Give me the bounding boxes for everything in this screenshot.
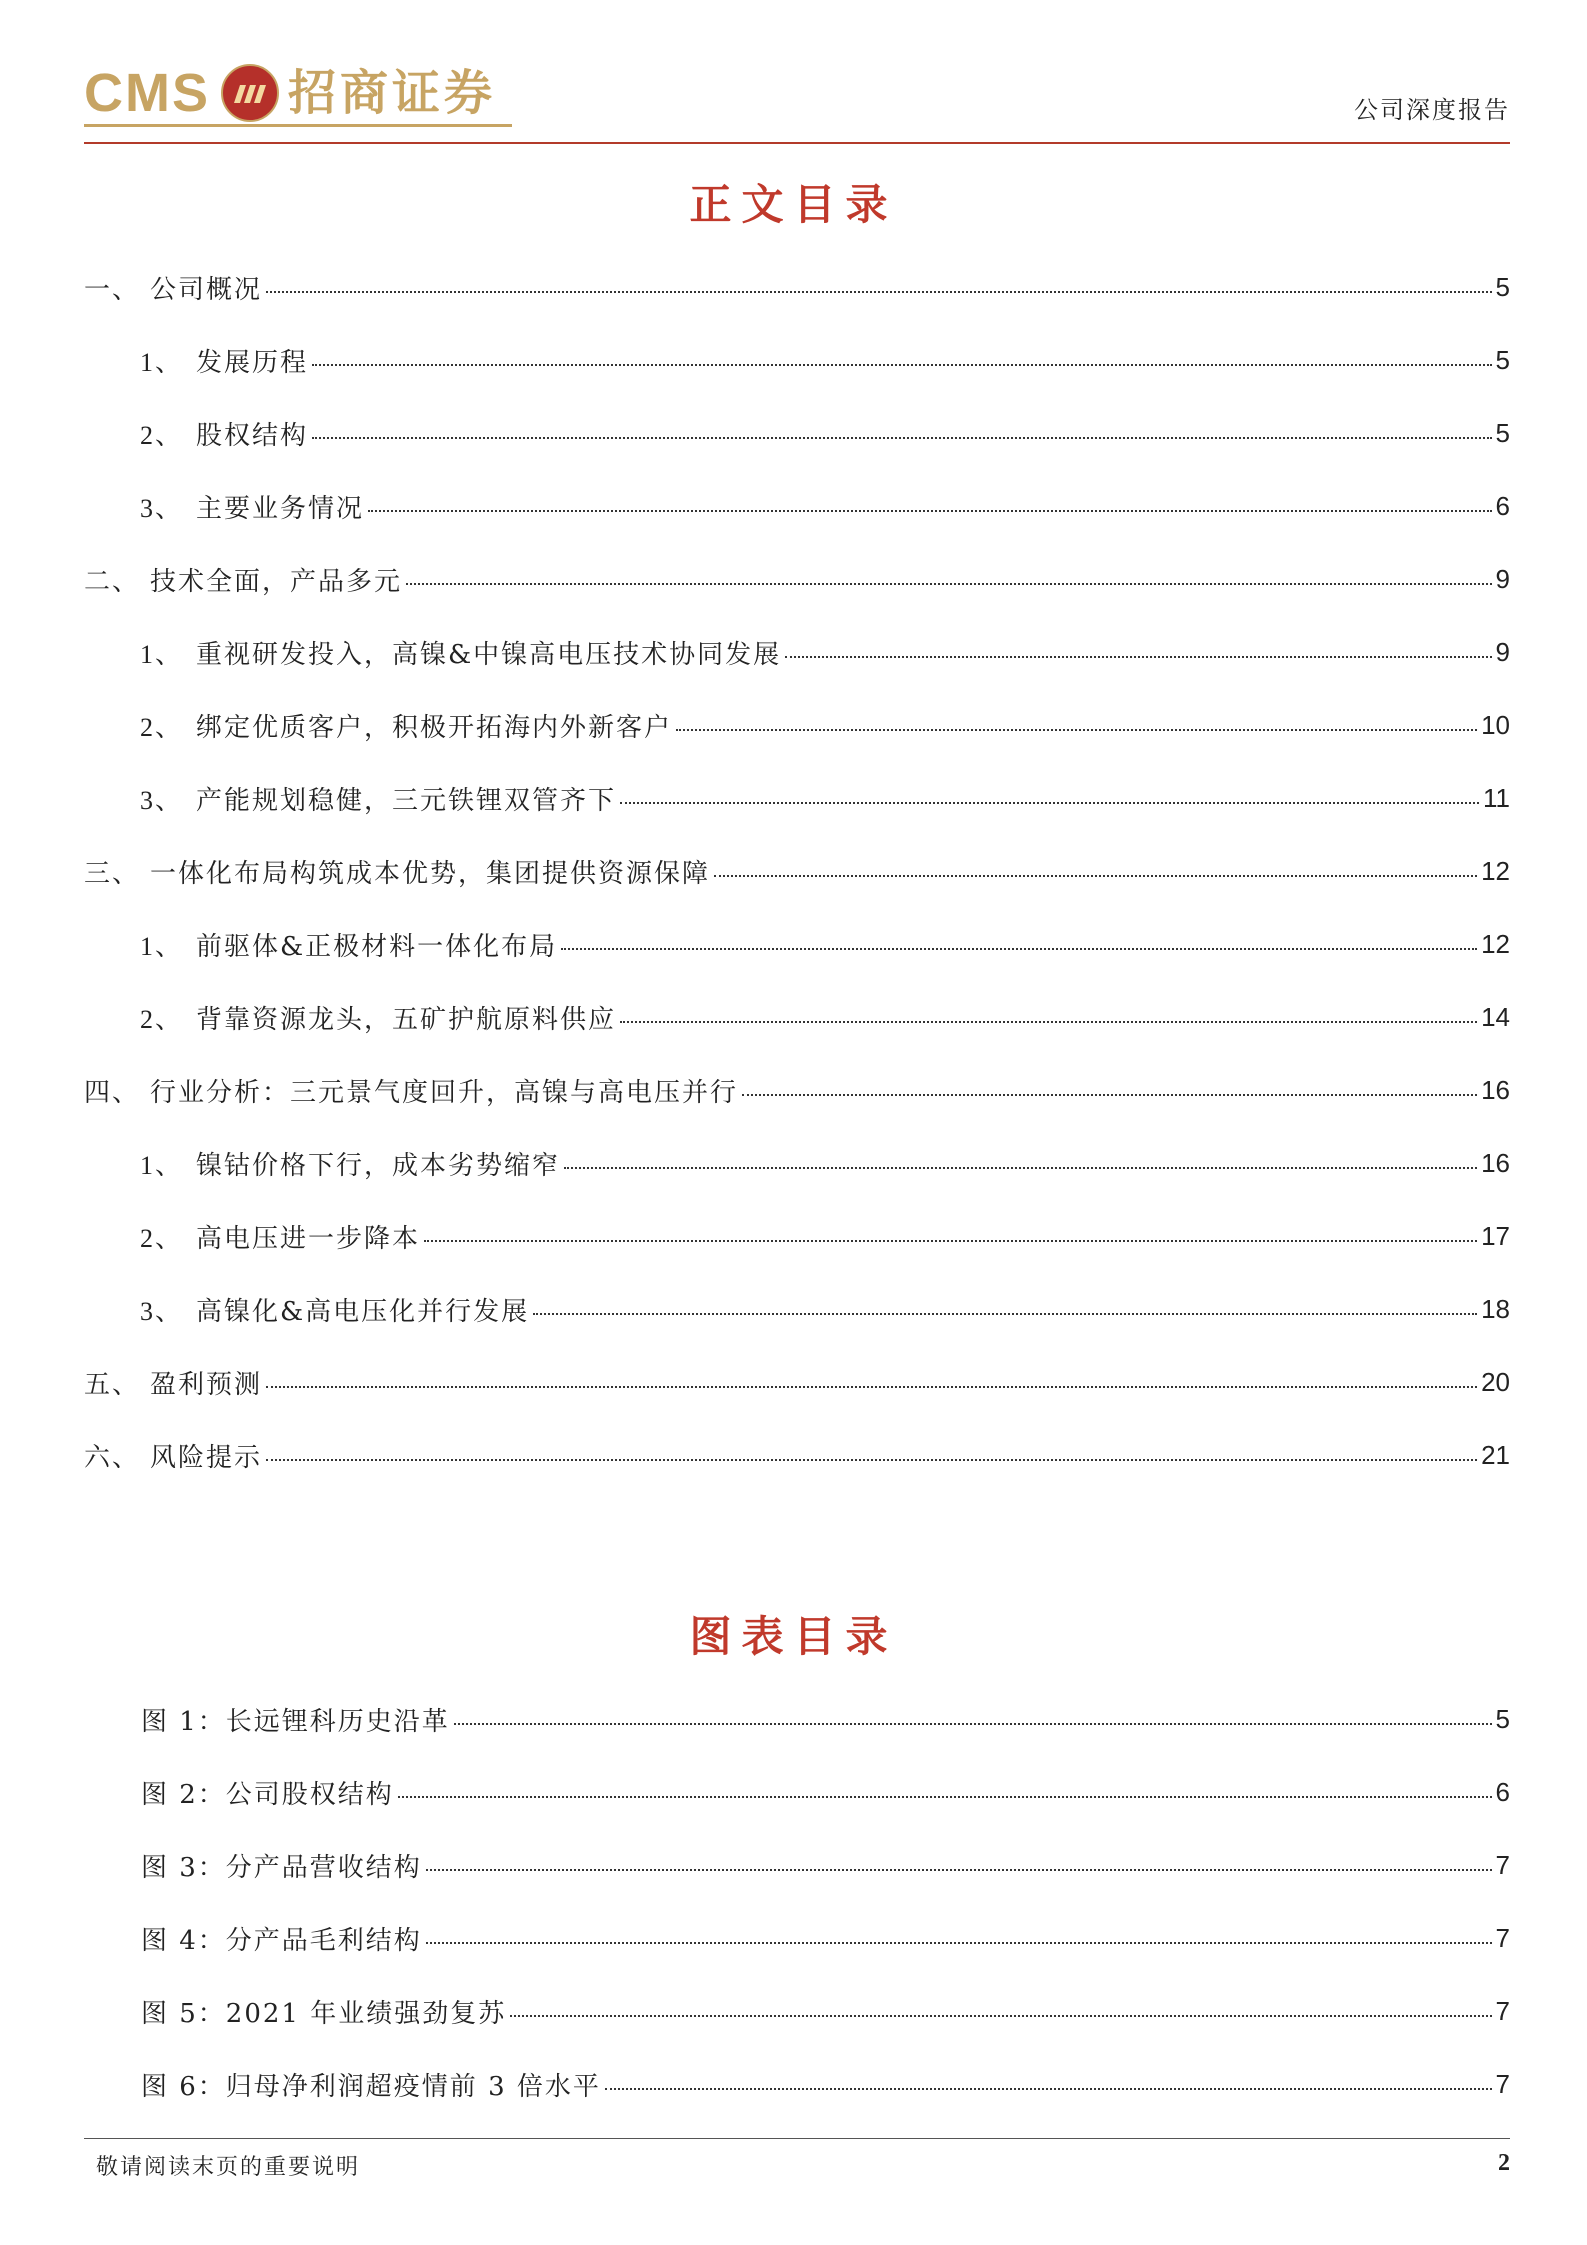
- dot-leader: [454, 1723, 1492, 1725]
- toc-entry-label: 股权结构: [196, 421, 309, 451]
- toc-entry-number: 2、: [140, 421, 184, 450]
- toc-entry-text: [140, 342, 312, 379]
- dot-leader: [312, 364, 1492, 366]
- dot-leader: [561, 948, 1477, 950]
- toc-entry-number: 一、: [84, 275, 141, 305]
- toc-entry-page: 21: [1477, 1440, 1510, 1471]
- dot-leader: [266, 1459, 1477, 1461]
- toc-entry[interactable]: [84, 543, 1510, 616]
- toc-entry-number: 2、: [140, 713, 184, 742]
- toc-entry-text: [84, 1437, 266, 1474]
- figures-entry-label: 图 4：分产品毛利结构: [141, 1920, 426, 1957]
- toc-entry-number: 1、: [140, 348, 184, 377]
- toc-entry-page: 9: [1492, 564, 1510, 595]
- toc-entry-page: 16: [1477, 1075, 1510, 1106]
- dot-leader: [676, 729, 1477, 731]
- toc-entry-label: 盈利预测: [150, 1370, 263, 1400]
- figure-index: [84, 1683, 1510, 2121]
- figures-entry-label: 图 6：归母净利润超疫情前 3 倍水平: [141, 2066, 605, 2103]
- dot-leader: [368, 510, 1492, 512]
- toc-entry-page: 5: [1492, 418, 1510, 449]
- toc-entry-label: 公司概况: [150, 275, 263, 305]
- toc-entry-text: [84, 1072, 742, 1109]
- dot-leader: [426, 1942, 1492, 1944]
- page-number: 2: [1498, 2150, 1510, 2176]
- toc-entry[interactable]: [84, 1054, 1510, 1127]
- dot-leader: [424, 1240, 1477, 1242]
- toc-entry-label: 背靠资源龙头，五矿护航原料供应: [196, 1005, 617, 1035]
- toc-entry-page: 16: [1477, 1148, 1510, 1179]
- toc-entry-number: 1、: [140, 640, 184, 669]
- figures-entry-page: 7: [1492, 1923, 1510, 1954]
- figures-entry-page: 7: [1492, 1850, 1510, 1881]
- toc-entry-number: 3、: [140, 786, 184, 815]
- footer-disclaimer: 敬请阅读末页的重要说明: [96, 2155, 361, 2180]
- figures-entry[interactable]: [84, 2048, 1510, 2121]
- toc-entry[interactable]: [84, 1273, 1510, 1346]
- toc-entry[interactable]: [84, 1346, 1510, 1419]
- footer-divider: [84, 2138, 1510, 2139]
- logo-underline: [84, 124, 512, 127]
- figures-entry-page: 6: [1492, 1777, 1510, 1808]
- page-header: [84, 52, 1510, 142]
- toc-entry-label: 产能规划稳健，三元铁锂双管齐下: [196, 786, 617, 816]
- toc-entry-label: 高镍化&高电压化并行发展: [196, 1297, 530, 1327]
- toc-entry-text: [140, 1145, 564, 1182]
- figures-entry-label: 图 1：长远锂科历史沿革: [141, 1701, 454, 1738]
- toc-entry-label: 绑定优质客户，积极开拓海内外新客户: [196, 713, 673, 743]
- toc-entry-label: 前驱体&正极材料一体化布局: [196, 932, 558, 962]
- toc-entry-page: 17: [1477, 1221, 1510, 1252]
- header-divider: [84, 142, 1510, 144]
- figures-entry-page: 5: [1492, 1704, 1510, 1735]
- toc-entry-text: [84, 269, 266, 306]
- dot-leader: [398, 1796, 1492, 1798]
- logo-latin-text: CMS: [84, 63, 210, 123]
- toc-entry-label: 发展历程: [196, 348, 309, 378]
- dot-leader: [266, 291, 1492, 293]
- dot-leader: [426, 1869, 1492, 1871]
- toc-entry-number: 3、: [140, 1297, 184, 1326]
- toc-entry-text: [140, 634, 785, 671]
- toc-entry-label: 行业分析：三元景气度回升，高镍与高电压并行: [150, 1078, 739, 1108]
- figures-title: 图表目录: [689, 1612, 898, 1661]
- toc-entry[interactable]: [84, 616, 1510, 689]
- toc-entry-page: 18: [1477, 1294, 1510, 1325]
- toc-entry[interactable]: [84, 1200, 1510, 1273]
- figures-entry[interactable]: [84, 1683, 1510, 1756]
- toc-entry-page: 14: [1477, 1002, 1510, 1033]
- dot-leader: [620, 802, 1479, 804]
- dot-leader: [564, 1167, 1477, 1169]
- figures-entry-page: 7: [1492, 2069, 1510, 2100]
- toc-entry-number: 2、: [140, 1224, 184, 1253]
- table-of-contents: [84, 251, 1510, 1492]
- toc-entry[interactable]: [84, 981, 1510, 1054]
- figures-entry[interactable]: [84, 1902, 1510, 1975]
- toc-entry-number: 六、: [84, 1443, 141, 1473]
- dot-leader: [620, 1021, 1477, 1023]
- toc-entry-text: [140, 999, 620, 1036]
- toc-entry[interactable]: [84, 397, 1510, 470]
- toc-entry-page: 12: [1477, 856, 1510, 887]
- toc-entry-page: 12: [1477, 929, 1510, 960]
- toc-entry[interactable]: [84, 470, 1510, 543]
- figures-entry[interactable]: [84, 1829, 1510, 1902]
- toc-entry-page: 6: [1492, 491, 1510, 522]
- toc-entry-label: 高电压进一步降本: [196, 1224, 421, 1254]
- figures-entry-label: 图 3：分产品营收结构: [141, 1847, 426, 1884]
- toc-entry-text: [140, 707, 676, 744]
- toc-entry[interactable]: [84, 762, 1510, 835]
- toc-entry-page: 10: [1477, 710, 1510, 741]
- dot-leader: [406, 583, 1492, 585]
- toc-entry[interactable]: [84, 835, 1510, 908]
- toc-entry-text: [140, 780, 620, 817]
- logo-chinese-text: 招商证券: [288, 65, 497, 121]
- cms-emblem-icon: [220, 63, 280, 123]
- toc-entry-number: 2、: [140, 1005, 184, 1034]
- toc-entry-label: 风险提示: [150, 1443, 263, 1473]
- toc-entry[interactable]: [84, 324, 1510, 397]
- toc-entry-page: 11: [1479, 783, 1510, 814]
- toc-entry-page: 9: [1492, 637, 1510, 668]
- dot-leader: [714, 875, 1477, 877]
- toc-entry-label: 技术全面，产品多元: [150, 567, 403, 597]
- toc-entry-number: 二、: [84, 567, 141, 597]
- figures-entry-label: 图 5：2021 年业绩强劲复苏: [141, 1993, 510, 2030]
- toc-entry-text: [84, 561, 406, 598]
- toc-entry-page: 5: [1492, 345, 1510, 376]
- toc-entry[interactable]: [84, 689, 1510, 762]
- toc-entry-number: 1、: [140, 1151, 184, 1180]
- toc-entry-number: 3、: [140, 494, 184, 523]
- dot-leader: [312, 437, 1492, 439]
- toc-entry-label: 镍钴价格下行，成本劣势缩窄: [196, 1151, 561, 1181]
- toc-entry-text: [140, 415, 312, 452]
- figures-entry[interactable]: [84, 1975, 1510, 2048]
- toc-entry-number: 四、: [84, 1078, 141, 1108]
- toc-entry[interactable]: [84, 908, 1510, 981]
- toc-entry-number: 1、: [140, 932, 184, 961]
- dot-leader: [605, 2088, 1492, 2090]
- toc-entry-text: [84, 1364, 266, 1401]
- report-type: 公司深度报告: [1354, 96, 1510, 124]
- figures-entry-label: 图 2：公司股权结构: [141, 1774, 398, 1811]
- cms-logo: [84, 58, 496, 128]
- dot-leader: [533, 1313, 1477, 1315]
- toc-title: 正文目录: [689, 180, 898, 229]
- figures-entry-page: 7: [1492, 1996, 1510, 2027]
- toc-entry-label: 主要业务情况: [196, 494, 365, 524]
- toc-entry-label: 一体化布局构筑成本优势，集团提供资源保障: [150, 859, 711, 889]
- toc-entry-page: 20: [1477, 1367, 1510, 1398]
- figures-entry[interactable]: [84, 1756, 1510, 1829]
- dot-leader: [785, 656, 1491, 658]
- toc-entry[interactable]: [84, 1419, 1510, 1492]
- toc-entry-number: 三、: [84, 859, 141, 889]
- dot-leader: [742, 1094, 1477, 1096]
- dot-leader: [266, 1386, 1477, 1388]
- toc-entry[interactable]: [84, 251, 1510, 324]
- toc-entry-text: [140, 926, 561, 963]
- toc-entry-text: [140, 1291, 533, 1328]
- toc-entry[interactable]: [84, 1127, 1510, 1200]
- toc-entry-text: [140, 488, 368, 525]
- dot-leader: [510, 2015, 1491, 2017]
- toc-entry-text: [84, 853, 714, 890]
- toc-entry-text: [140, 1218, 424, 1255]
- toc-entry-number: 五、: [84, 1370, 141, 1400]
- toc-entry-label: 重视研发投入，高镍&中镍高电压技术协同发展: [196, 640, 782, 670]
- toc-entry-page: 5: [1492, 272, 1510, 303]
